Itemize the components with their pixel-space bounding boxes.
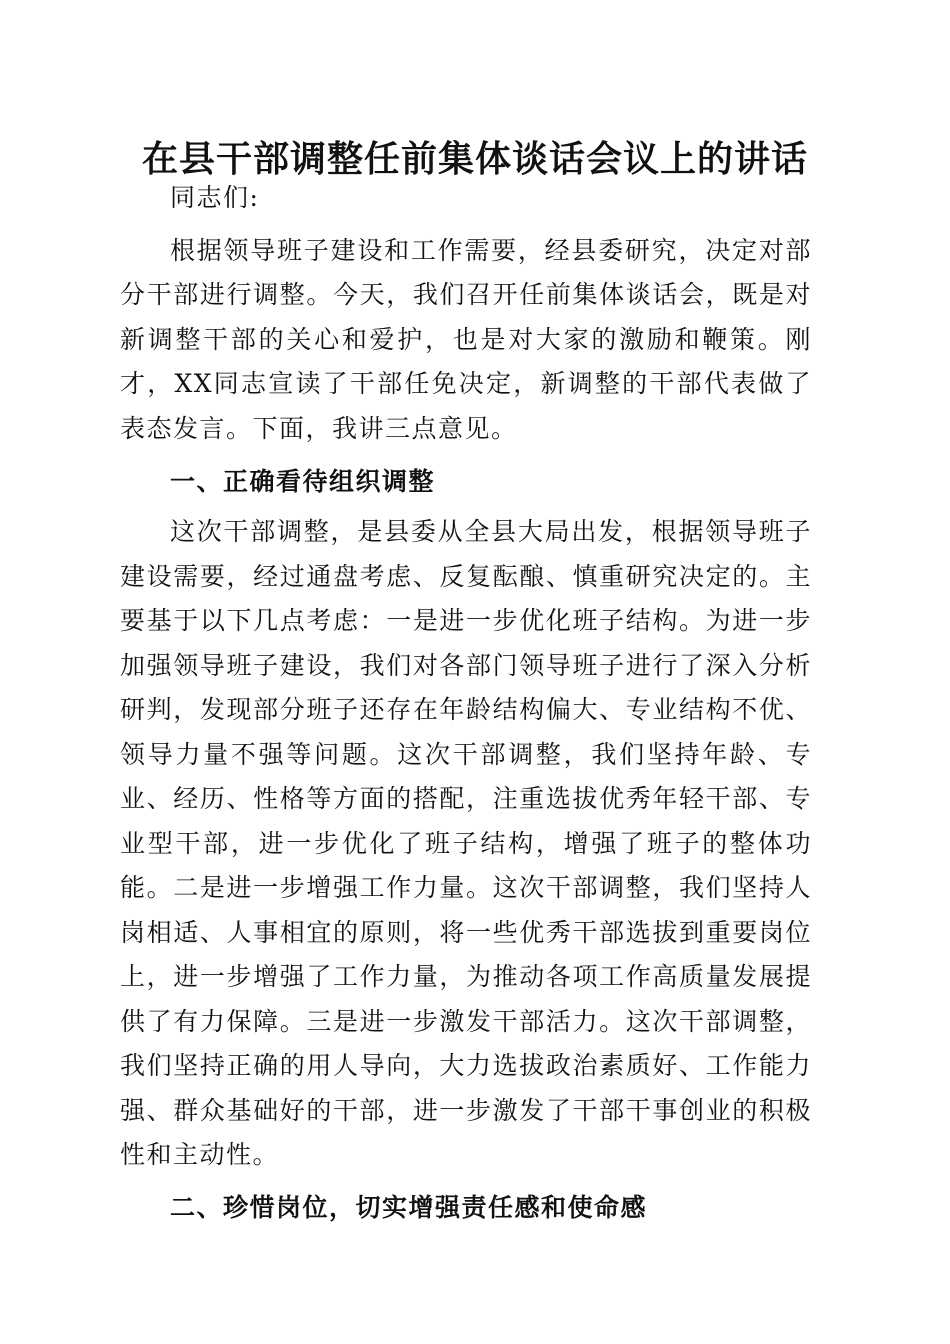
- intro-paragraph: 根据领导班子建设和工作需要，经县委研究，决定对部分干部进行调整。今天，我们召开任前集体谈话会，既是对新调整干部的关心和爱护，也是对大家的激励和鞭策。刚才，XX同志宣读了干部任免决定，新调整的干部代表做了表态发言。下面，我讲三点意见。: [120, 235, 812, 443]
- salutation: 同志们:: [170, 183, 260, 212]
- document-title: 在县干部调整任前集体谈话会议上的讲话: [141, 138, 808, 180]
- section-2-heading: 二、珍惜岗位，切实增强责任感和使命感: [170, 1193, 648, 1223]
- section-1-paragraph: 这次干部调整，是县委从全县大局出发，根据领导班子建设需要，经过通盘考虑、反复酝酿、慎重研究决定的。主要基于以下几点考虑：一是进一步优化班子结构。为进一步加强领导班子建设，我们对各部门领导班子进行了深入分析研判，发现部分班子还存在年龄结构偏大、专业结构不优、领导力量不强等问题。这次干部调整，我们坚持年龄、专业、经历、性格等方面的搭配，注重选拔优秀年轻干部、专业型干部，进一步优化了班子结构，增强了班子的整体功能。二是进一步增强工作力量。这次干部调整，我们坚持人岗相适、人事相宜的原则，将一些优秀干部选拔到重要岗位上，进一步增强了工作力量，为推动各项工作高质量发展提供了有力保障。三是进一步激发干部活力。这次干部调整，我们坚持正确的用人导向，大力选拔政治素质好、工作能力强、群众基础好的干部，进一步激发了干部干事创业的积极性和主动性。: [120, 517, 812, 1170]
- document-body: [120, 176, 812, 1237]
- section-1-heading: 一、正确看待组织调整: [170, 466, 436, 496]
